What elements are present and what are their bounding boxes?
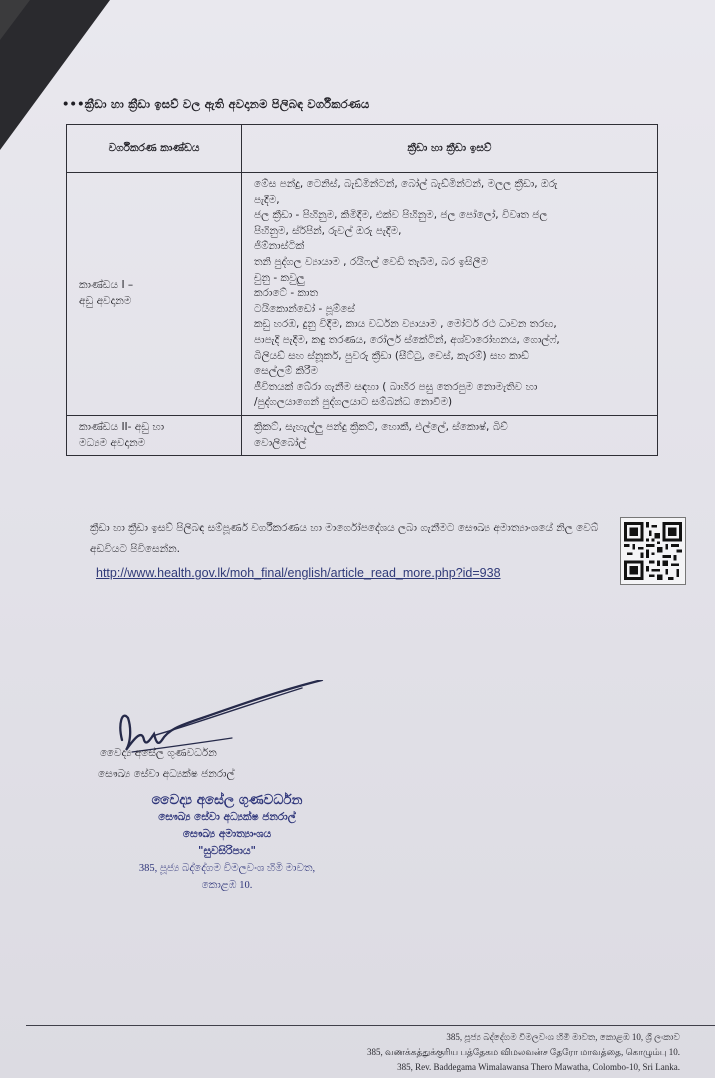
guideline-note: ක්‍රීඩා හා ක්‍රීඩා ඉසව් පිලිබඳ සම්පූර්ණ වර්ගීකරණය හා මාර්ගෝපදේශය ලබා ගැනීමට සෞඛ්‍ය අමාත්‍යාංශයේ නිල වෙබ් අඩවියට පිවිසෙන්න. bbox=[90, 522, 599, 555]
stamp-city: කොළඹ 10. bbox=[201, 880, 253, 891]
sports-line: ක්‍රිකට්, සැහැල්ලු පන්දු ක්‍රිකට්, හොකී, එල්ලේ, ස්කොෂ්, බිච් bbox=[254, 420, 508, 433]
footer-address bbox=[120, 1030, 680, 1075]
table-header-category: වර්ගීකරණ කාණ්ඩය bbox=[67, 125, 242, 173]
moh-website-link[interactable]: http://www.health.gov.lk/moh_final/english/article_read_more.php?id=938 bbox=[96, 566, 501, 580]
qr-code-icon bbox=[620, 517, 686, 585]
table-header-sports: ක්‍රීඩා හා ක්‍රීඩා ඉසව් bbox=[242, 125, 658, 173]
category-risk-level: අඩු අවදානම bbox=[79, 294, 132, 307]
table-header-row bbox=[67, 125, 658, 173]
sports-line: පිහිනුම, ස්ර්පින්, රුවල් ඔරු පැදීම, bbox=[254, 224, 402, 237]
official-stamp bbox=[82, 792, 372, 894]
stamp-address: 385, පූජ්‍ය බද්දේගම විමලවංශ හිමි මාවත, bbox=[138, 863, 316, 874]
sports-cell bbox=[242, 173, 658, 416]
category-label: කාණ්ඩය II- අඩු හා bbox=[79, 420, 165, 433]
signatory-name: වෛද්‍ය අසේල ගුණවර්ධන bbox=[100, 747, 217, 759]
footer-divider bbox=[26, 1025, 715, 1026]
sports-line: පැදීම, bbox=[254, 193, 280, 206]
document-heading: •••ක්‍රීඩා හා ක්‍රීඩා ඉසව් වල ඇති අවදානම පිලිබඳ වර්ගීකරණය bbox=[62, 97, 370, 111]
sports-line: සෙල්ලම් කිරීම bbox=[254, 365, 319, 378]
category-cell bbox=[67, 415, 242, 455]
stamp-title: සෞඛ්‍ය සේවා අධ්‍යක්ෂ ජනරාල් bbox=[158, 811, 296, 823]
sports-line: තනි පුද්ගල ව්‍යායාම , රයිෆල් වෙඩි තැබීම, බර ඉසිලීම bbox=[254, 255, 489, 268]
page-corner-fold bbox=[0, 0, 30, 40]
footer-address-sinhala: 385, පූජ්‍ය බද්දේගම විමලවංශ හිමි මාවත, කොළඹ 10, ශ්‍රී ලංකාව bbox=[446, 1032, 680, 1042]
sports-line: කඩු හරඹ, දුනු විදීම, කාය වර්ධන ව්‍යායාම , මෝටර් රථ ධාවන තරඟ, bbox=[254, 318, 557, 331]
stamp-ministry: සෞඛ්‍ය අමාත්‍යාංශය bbox=[182, 828, 272, 840]
sports-line: බිලියඩ් සහ ස්නූකර්, පුවරු ක්‍රීඩා (සීට්ටු, චෙස්, කැරම්) සහ කාඩ් bbox=[254, 349, 529, 362]
category-risk-level: මධ්‍යම අවදානම bbox=[79, 436, 146, 449]
sports-line: වොලිබෝල් bbox=[254, 436, 307, 449]
sports-line: ටයිකොන්ඩෝ - පූම්සේ bbox=[254, 302, 355, 315]
sports-line: ජීවිතයක් බේරා ගැනීම සඳහා ( බාහිර පසු තෙරපුම නොමැතිව හා bbox=[254, 380, 538, 393]
footer-address-english: 385, Rev. Baddegama Wimalawansa Thero Mawatha, Colombo-10, Sri Lanka. bbox=[397, 1062, 680, 1072]
category-cell bbox=[67, 173, 242, 416]
sports-line: ජිම්නාස්ටික් bbox=[254, 240, 305, 253]
sports-line: ජල ක්‍රීඩා - පිහිනුම, කිමිදීම, එක්ව පිහිනුම, ජල පෝලෝ, විවෘත ජල bbox=[254, 209, 548, 222]
stamp-name: වෛද්‍ය අසේල ගුණවර්ධන bbox=[151, 792, 303, 808]
sports-line: /පුද්ගලයාගෙන් පුද්ගලයාට සම්බන්ධ නොවීම) bbox=[254, 396, 453, 409]
sports-cell bbox=[242, 415, 658, 455]
sports-line: චුනු - කවුලු bbox=[254, 271, 305, 284]
footer-address-tamil: 385, வணக்கத்துக்குரிய பத்தேகம விமலவன்ச தேரோ மாவத்தை, கொழும்பு 10. bbox=[366, 1047, 680, 1057]
category-label: කාණ්ඩය I – bbox=[79, 279, 134, 292]
sports-line: කරාටේ - කාත bbox=[254, 287, 318, 300]
signatory-title: සෞඛ්‍ය සේවා අධ්‍යක්ෂ ජනරාල් bbox=[98, 768, 235, 780]
sports-line: මේස පන්දු, ටෙනිස්, බැඩ්මින්ටන්, බෝල් බැඩ්මින්ටන්, මලල ක්‍රීඩා, ඔරු bbox=[254, 178, 558, 190]
risk-classification-table bbox=[66, 124, 658, 456]
table-row bbox=[67, 173, 658, 416]
table-row bbox=[67, 415, 658, 455]
sports-line: පාපැදි පැදීම, කඳු තරණය, රෝලර් ස්කේටින්, අශ්වාරෝහනය, ගොල්ෆ්, bbox=[254, 333, 560, 346]
stamp-building: "සුවසිරිපාය" bbox=[197, 845, 257, 857]
